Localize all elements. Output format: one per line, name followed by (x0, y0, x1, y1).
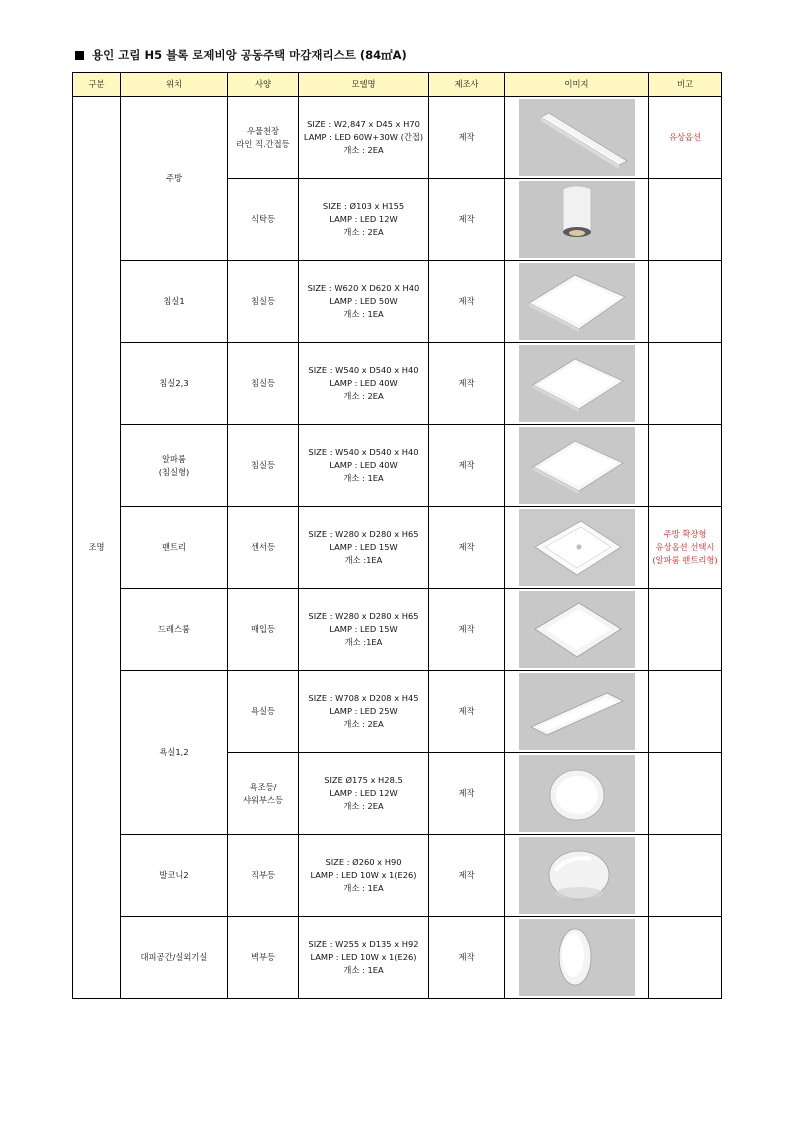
category-cell: 조명 (73, 97, 121, 999)
note-cell (649, 835, 722, 917)
model-cell: SIZE : W280 x D280 x H65 LAMP : LED 15W 개소 :1EA (299, 589, 429, 671)
square-panel-light-image (519, 427, 635, 504)
spec-cell: 침실등 (228, 425, 299, 507)
linear-pendant-light-image (519, 99, 635, 176)
cylinder-downlight-image (519, 181, 635, 258)
spec-cell: 직부등 (228, 835, 299, 917)
maker-cell: 제작 (429, 261, 505, 343)
document-title: 용인 고림 H5 블록 로제비앙 공동주택 마감재리스트 (84㎡A) (75, 47, 407, 63)
maker-cell: 제작 (429, 589, 505, 671)
location-cell: 침실1 (121, 261, 228, 343)
spec-cell: 벽부등 (228, 917, 299, 999)
header-image: 이미지 (505, 73, 649, 97)
maker-cell: 제작 (429, 97, 505, 179)
image-cell (505, 589, 649, 671)
image-cell (505, 179, 649, 261)
header-note: 비고 (649, 73, 722, 97)
image-cell (505, 835, 649, 917)
model-cell: SIZE : W2,847 x D45 x H70 LAMP : LED 60W+30W (간접) 개소 : 2EA (299, 97, 429, 179)
model-cell: SIZE : W540 x D540 x H40 LAMP : LED 40W 개소 : 1EA (299, 425, 429, 507)
maker-cell: 제작 (429, 835, 505, 917)
note-cell: 주방 확장형 유상옵션 선택시 (알파룸 팬트리형) (649, 507, 722, 589)
location-cell: 침실2,3 (121, 343, 228, 425)
spec-cell: 침실등 (228, 261, 299, 343)
location-cell: 알파룸 (침실형) (121, 425, 228, 507)
header-maker: 제조사 (429, 73, 505, 97)
image-cell (505, 425, 649, 507)
location-cell: 팬트리 (121, 507, 228, 589)
image-cell (505, 507, 649, 589)
note-cell (649, 261, 722, 343)
header-spec: 사양 (228, 73, 299, 97)
square-panel-light-image (519, 345, 635, 422)
note-cell: 유상옵션 (649, 97, 722, 179)
square-bullet-icon (75, 51, 84, 60)
spec-cell: 욕조등/ 샤워부스등 (228, 753, 299, 835)
header-category: 구분 (73, 73, 121, 97)
note-cell (649, 425, 722, 507)
maker-cell: 제작 (429, 917, 505, 999)
round-flat-light-image (519, 755, 635, 832)
image-cell (505, 343, 649, 425)
spec-cell: 식탁등 (228, 179, 299, 261)
model-cell: SIZE : W620 X D620 X H40 LAMP : LED 50W 개소 : 1EA (299, 261, 429, 343)
table-row (73, 343, 722, 425)
spec-cell: 욕실등 (228, 671, 299, 753)
header-model: 모델명 (299, 73, 429, 97)
image-cell (505, 97, 649, 179)
table-row (73, 671, 722, 753)
finish-material-table (72, 72, 722, 999)
maker-cell: 제작 (429, 507, 505, 589)
image-cell (505, 671, 649, 753)
maker-cell: 제작 (429, 179, 505, 261)
rectangular-panel-light-image (519, 673, 635, 750)
table-row (73, 425, 722, 507)
model-cell: SIZE : Ø260 x H90 LAMP : LED 10W x 1(E26) 개소 : 1EA (299, 835, 429, 917)
table-row (73, 97, 722, 179)
image-cell (505, 261, 649, 343)
location-cell: 대피공간/실외기실 (121, 917, 228, 999)
spec-cell: 침실등 (228, 343, 299, 425)
location-cell: 발코니2 (121, 835, 228, 917)
model-cell: SIZE Ø175 x H28.5 LAMP : LED 12W 개소 : 2EA (299, 753, 429, 835)
model-cell: SIZE : W708 x D208 x H45 LAMP : LED 25W 개소 : 2EA (299, 671, 429, 753)
table-row (73, 261, 722, 343)
note-cell (649, 179, 722, 261)
table-header-row (73, 73, 722, 97)
model-cell: SIZE : W255 x D135 x H92 LAMP : LED 10W x 1(E26) 개소 : 1EA (299, 917, 429, 999)
image-cell (505, 753, 649, 835)
note-cell (649, 343, 722, 425)
model-cell: SIZE : W280 x D280 x H65 LAMP : LED 15W 개소 :1EA (299, 507, 429, 589)
location-cell: 드레스룸 (121, 589, 228, 671)
note-cell (649, 917, 722, 999)
spec-cell: 센서등 (228, 507, 299, 589)
note-cell (649, 671, 722, 753)
sensor-square-light-image (519, 509, 635, 586)
location-cell: 주방 (121, 97, 228, 261)
maker-cell: 제작 (429, 425, 505, 507)
maker-cell: 제작 (429, 753, 505, 835)
dome-ceiling-light-image (519, 837, 635, 914)
model-cell: SIZE : Ø103 x H155 LAMP : LED 12W 개소 : 2EA (299, 179, 429, 261)
image-cell (505, 917, 649, 999)
maker-cell: 제작 (429, 343, 505, 425)
recessed-square-light-image (519, 591, 635, 668)
note-cell (649, 753, 722, 835)
location-cell: 욕실1,2 (121, 671, 228, 835)
table-row (73, 507, 722, 589)
table-row (73, 917, 722, 999)
table-row (73, 589, 722, 671)
model-cell: SIZE : W540 x D540 x H40 LAMP : LED 40W 개소 : 2EA (299, 343, 429, 425)
square-panel-light-image (519, 263, 635, 340)
note-cell (649, 589, 722, 671)
oval-wall-light-image (519, 919, 635, 996)
maker-cell: 제작 (429, 671, 505, 753)
header-location: 위치 (121, 73, 228, 97)
table-row (73, 835, 722, 917)
spec-cell: 매입등 (228, 589, 299, 671)
spec-cell: 우물천장 라인 직.간접등 (228, 97, 299, 179)
